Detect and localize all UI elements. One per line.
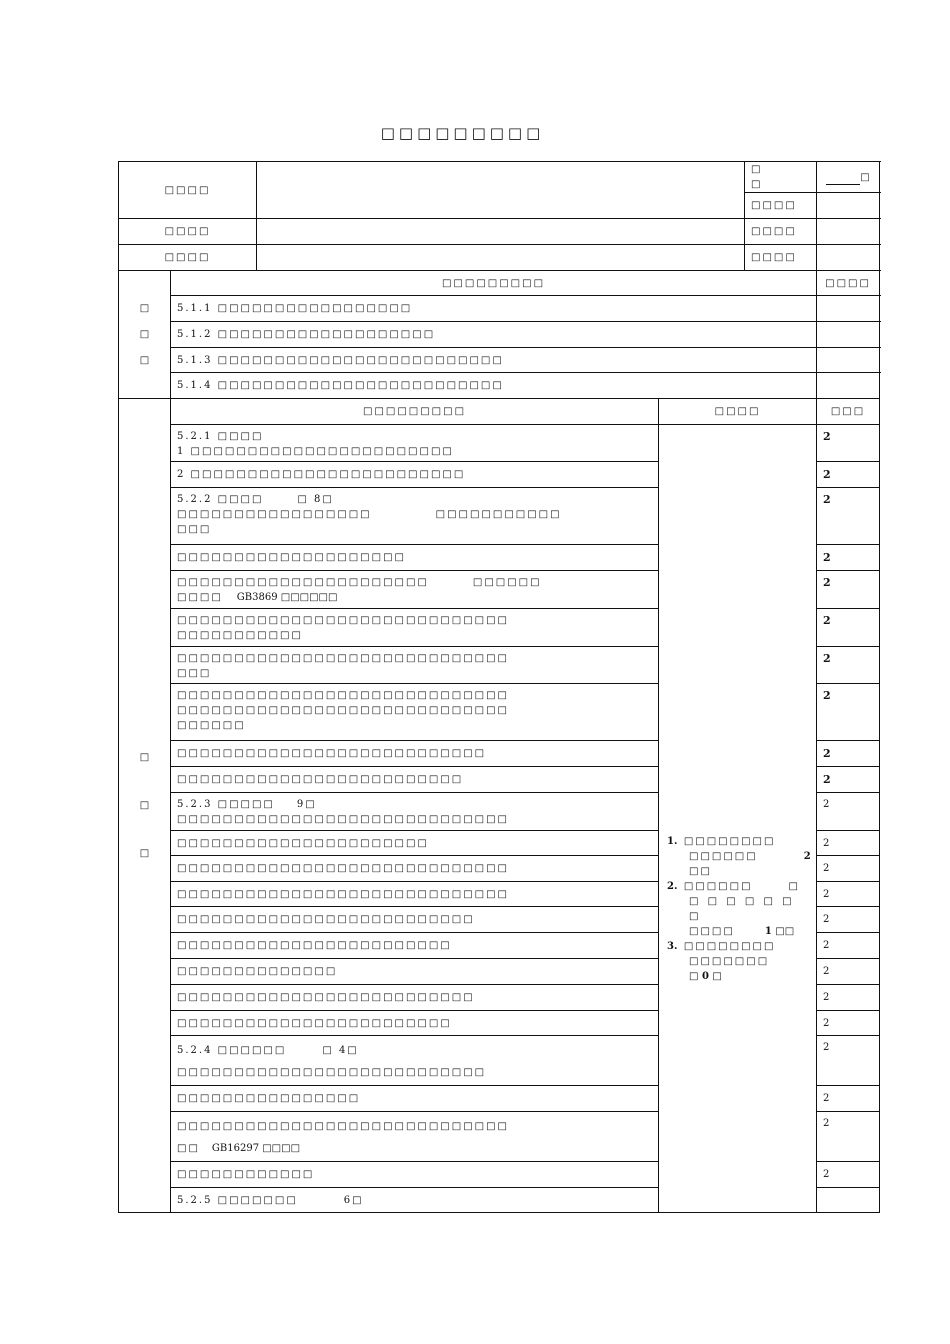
section2-item-line: □□□: [177, 524, 212, 535]
section2-item: □□□□□□□□□□□□□□: [171, 959, 659, 985]
standard-points: 2: [817, 907, 880, 933]
section2-item-count: 9□: [296, 799, 317, 810]
standard-points: 2: [817, 1086, 880, 1112]
section2-item: [171, 793, 659, 831]
section2-item-line: GB3869 □□□□□□: [236, 592, 338, 603]
method-note-text: □ □ □ □ □ □ □: [689, 895, 795, 922]
standard-points: 2: [817, 831, 880, 856]
standard-points: 2: [817, 425, 880, 462]
standard-points: 2: [817, 933, 880, 959]
method-note-points: 2: [803, 850, 811, 862]
standard-points: 2: [817, 882, 880, 907]
section2-item-line: □□□□□□□□□□□□□□□□□□□□□□□□□□□□□: [177, 690, 509, 701]
standard-points: 2: [817, 959, 880, 985]
section2-item-line: 5.2.4 □□□□□□: [177, 1045, 287, 1056]
row2-right-label: □□□□: [745, 219, 817, 245]
section2-item-count: 6□: [343, 1194, 364, 1206]
section1-item: 5.1.1 □□□□□□□□□□□□□□□□□: [171, 296, 817, 322]
standard-points: 2: [817, 609, 880, 647]
section2-item: 2 □□□□□□□□□□□□□□□□□□□□□□□□: [171, 462, 659, 488]
section2-item-line: □□□□□□□□□□□□□□□□□□□□□□□□□□□□□: [177, 615, 509, 626]
method-note-text: □ 0 □: [689, 970, 722, 982]
section2-item: □□□□□□□□□□□□□□□□□□□□□□□□□□□: [171, 741, 659, 767]
section2-item: [171, 609, 659, 647]
standard-points: 2: [817, 1162, 880, 1188]
section2-item: □□□□□□□□□□□□: [171, 1162, 659, 1188]
inspection-form: [118, 161, 880, 1213]
method-note-number: 3.: [667, 940, 678, 952]
section2-item: □□□□□□□□□□□□□□□□□□□□□□□□□: [171, 767, 659, 793]
section2-item: □□□□□□□□□□□□□□□□□□□□□□□□: [171, 933, 659, 959]
row3-right-value-field[interactable]: [817, 245, 880, 271]
section2-item-line: 1 □□□□□□□□□□□□□□□□□□□□□□□: [177, 446, 454, 457]
section2-item-line: □□□□□□□□□□□□□□□□□□□□□□□□□□□□□: [177, 1121, 509, 1132]
row3-right-label: □□□□: [745, 245, 817, 271]
code-value-field[interactable]: [817, 162, 880, 193]
row2-right-value-field[interactable]: [817, 219, 880, 245]
section2-item-line: □□□□: [177, 592, 223, 603]
section2-item: □□□□□□□□□□□□□□□□□□□□□□□□□□□□□: [171, 856, 659, 882]
section2-item-line: □□□: [177, 668, 212, 679]
section2-side-char: □: [139, 751, 150, 763]
code-label-a: □: [751, 164, 763, 175]
form-title: □□□□□□□□□: [380, 124, 545, 142]
section1-item: 5.1.4 □□□□□□□□□□□□□□□□□□□□□□□□□: [171, 373, 817, 399]
scoring-method-notes: [659, 425, 817, 1213]
code-label: [745, 162, 817, 193]
section2-item: [171, 571, 659, 609]
section1-item: 5.1.3 □□□□□□□□□□□□□□□□□□□□□□□□□: [171, 348, 817, 373]
method-note-text: □□□□: [689, 925, 735, 937]
method-note-text: □□: [689, 865, 712, 877]
method-note-text: □□□□□□: [683, 880, 753, 892]
date-value-field[interactable]: [817, 193, 880, 219]
section2-side-char: □: [139, 847, 150, 859]
method-note-text: □□□□□□□□: [683, 940, 776, 952]
section2-item-line: □□□□□□□□□□□□□□□□□□□□□□□□□□□□□: [177, 653, 509, 664]
section1-side-char: □: [139, 302, 150, 314]
standard-points: [817, 1188, 880, 1213]
section2-item-count: □ 8□: [297, 494, 334, 505]
section1-result-header: □□□□: [817, 271, 880, 296]
section2-item: □□□□□□□□□□□□□□□□□□□□□□□□□□: [171, 985, 659, 1011]
row2-label: □□□□: [119, 219, 257, 245]
method-note-points: 1 □□: [764, 925, 795, 937]
code-label-b: □: [751, 179, 763, 190]
standard-points: 2: [817, 462, 880, 488]
section2-item: [171, 488, 659, 545]
section2-side-char: □: [139, 799, 150, 811]
section2-item-line: 5.2.1 □□□□: [177, 431, 264, 442]
section2-item-line: GB16297 □□□□: [211, 1143, 301, 1154]
section1-result-field[interactable]: [817, 373, 880, 399]
section2-item-line: □□□□□□□□□□□□□□□□□□□□□□□□□□□: [177, 1067, 487, 1078]
method-note-number: 2.: [667, 880, 678, 892]
section2-item: [171, 1188, 659, 1213]
standard-points: 2: [817, 571, 880, 609]
section2-item: □□□□□□□□□□□□□□□□□□□□□□□□□□: [171, 907, 659, 933]
method-note-text: □□□□□□□: [689, 955, 770, 967]
section2-std-header: □□□: [817, 399, 880, 425]
section2-item: [171, 647, 659, 684]
method-note-text: □□□□□□: [689, 850, 758, 862]
row3-value-field[interactable]: [257, 245, 745, 271]
section2-item: [171, 425, 659, 462]
section2-item: □□□□□□□□□□□□□□□□□□□□□□□□□□□□□: [171, 882, 659, 907]
section2-item: [171, 1036, 659, 1086]
section1-side-char: □: [139, 328, 150, 340]
method-note-text: □□□□□□□□: [683, 835, 776, 847]
standard-points: 2: [817, 767, 880, 793]
section1-result-field[interactable]: [817, 348, 880, 373]
section2-item-line: □□□□□□: [177, 720, 246, 731]
section1-result-field[interactable]: [817, 296, 880, 322]
section2-item-count: □ 4□: [322, 1045, 359, 1056]
section2-item-line: □□□□□□□□□□□□□□□□□□□□□□□□□□□□□: [177, 705, 509, 716]
section2-side-label: [119, 399, 171, 1213]
section1-item: 5.1.2 □□□□□□□□□□□□□□□□□□□: [171, 322, 817, 348]
method-note-text: □: [788, 880, 798, 892]
section1-item-header: □□□□□□□□□: [171, 271, 817, 296]
standard-points: 2: [817, 793, 880, 831]
method-note-number: 1.: [667, 835, 678, 847]
unit-value-field[interactable]: [257, 162, 745, 219]
section2-item-line: □□□□□□□□□□□□□□□□□□□□□□: [177, 577, 429, 588]
section2-item-line: 5.2.5 □□□□□□□: [177, 1194, 298, 1206]
standard-points: 2: [817, 1112, 880, 1162]
standard-points: 2: [817, 741, 880, 767]
row2-value-field[interactable]: [257, 219, 745, 245]
code-suffix: □: [860, 171, 870, 183]
row3-label: □□□□: [119, 245, 257, 271]
section2-item-line: 5.2.2 □□□□: [177, 494, 264, 505]
section2-item: [171, 1112, 659, 1162]
section2-item: □□□□□□□□□□□□□□□□□□□□: [171, 545, 659, 571]
unit-label: □□□□: [119, 162, 257, 219]
standard-points: 2: [817, 985, 880, 1011]
code-blank-line: [826, 173, 860, 185]
section2-item-line: 5.2.3 □□□□□: [177, 799, 275, 810]
section1-side-label: [119, 271, 171, 399]
section2-item-line: □□□□□□: [472, 577, 542, 588]
section2-item-line: □□□□□□□□□□□: [435, 509, 562, 520]
standard-points: 2: [817, 488, 880, 545]
standard-points: 2: [817, 545, 880, 571]
standard-points: 2: [817, 647, 880, 684]
section2-item-line: □□□□□□□□□□□: [177, 630, 303, 641]
section1-side-char: □: [139, 354, 150, 366]
section2-item-line: □□□□□□□□□□□□□□□□□□□□□□□□□□□□□: [177, 814, 509, 825]
section2-item-line: □□: [177, 1143, 200, 1154]
section2-item-line: □□□□□□□□□□□□□□□□□: [177, 509, 372, 520]
date-label: □□□□: [745, 193, 817, 219]
standard-points: 2: [817, 1036, 880, 1086]
section2-item: □□□□□□□□□□□□□□□□: [171, 1086, 659, 1112]
section2-item: □□□□□□□□□□□□□□□□□□□□□□□□: [171, 1011, 659, 1036]
section2-item-header: □□□□□□□□□: [171, 399, 659, 425]
section2-method-header: □□□□: [659, 399, 817, 425]
section2-item: [171, 684, 659, 741]
standard-points: 2: [817, 1011, 880, 1036]
standard-points: 2: [817, 684, 880, 741]
section2-item: □□□□□□□□□□□□□□□□□□□□□□: [171, 831, 659, 856]
section1-result-field[interactable]: [817, 322, 880, 348]
standard-points: 2: [817, 856, 880, 882]
